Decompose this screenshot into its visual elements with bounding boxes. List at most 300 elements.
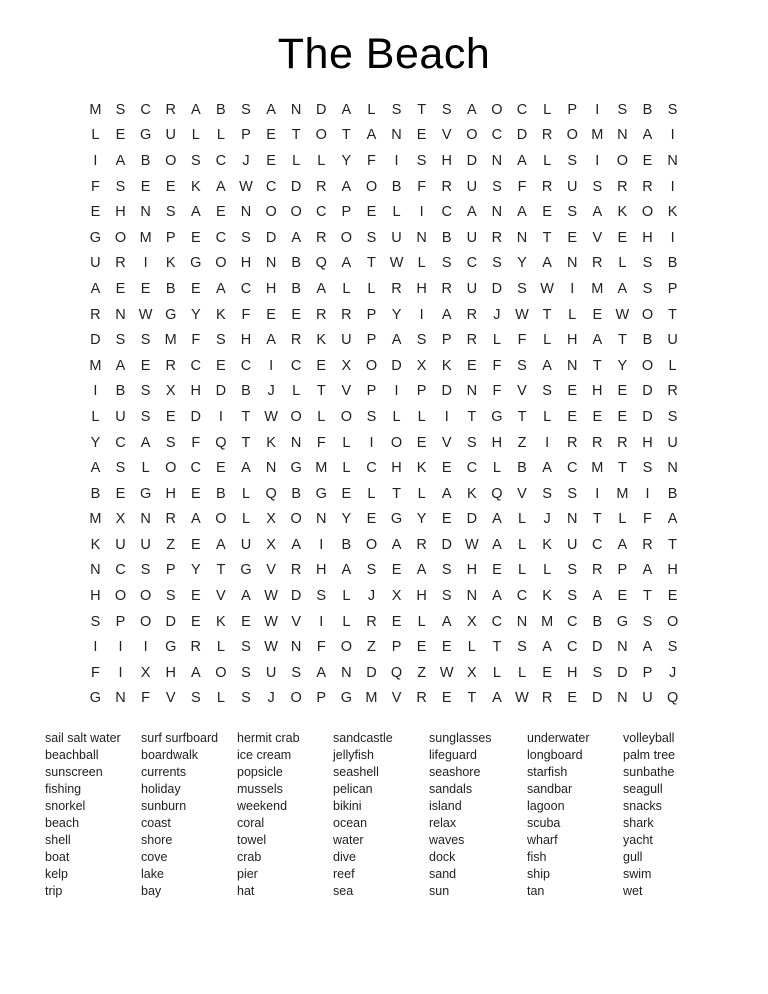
- grid-cell: R: [165, 357, 176, 374]
- grid-cell: D: [466, 152, 478, 169]
- grid-cell: H: [441, 152, 452, 169]
- grid-cell: M: [315, 460, 328, 477]
- grid-cell: B: [391, 178, 402, 195]
- grid-cell: T: [392, 485, 401, 502]
- grid-cell: N: [516, 613, 528, 630]
- grid-cell: N: [140, 204, 151, 221]
- word-list-item: crab: [237, 850, 262, 865]
- grid-cell: L: [342, 280, 351, 297]
- grid-cell: N: [617, 690, 628, 707]
- grid-cell: P: [416, 383, 427, 400]
- word-list-item: sandbar: [527, 782, 573, 797]
- grid-cell: T: [592, 511, 602, 528]
- grid-cell: R: [441, 178, 452, 195]
- grid-cell: K: [466, 485, 477, 502]
- grid-cell: I: [670, 178, 675, 195]
- word-list-item: pelican: [333, 782, 373, 797]
- grid-cell: A: [592, 332, 603, 349]
- grid-cell: F: [517, 178, 527, 195]
- grid-cell: E: [165, 408, 176, 425]
- grid-cell: Q: [666, 690, 679, 707]
- grid-cell: T: [668, 306, 677, 323]
- grid-cell: V: [165, 690, 176, 707]
- grid-cell: O: [165, 460, 177, 477]
- grid-cell: T: [617, 460, 627, 477]
- grid-cell: Q: [265, 485, 277, 502]
- grid-cell: T: [216, 562, 226, 579]
- word-list-item: lifeguard: [429, 748, 477, 763]
- grid-cell: O: [139, 613, 152, 630]
- grid-cell: R: [592, 562, 603, 579]
- grid-cell: L: [317, 152, 326, 169]
- grid-cell: J: [668, 664, 677, 681]
- grid-cell: E: [190, 613, 201, 630]
- grid-cell: A: [90, 280, 101, 297]
- grid-cell: D: [441, 536, 452, 553]
- grid-cell: O: [290, 511, 302, 528]
- grid-cell: V: [517, 485, 527, 502]
- grid-cell: O: [215, 511, 227, 528]
- grid-cell: R: [290, 332, 302, 349]
- grid-cell: E: [190, 588, 201, 605]
- grid-cell: O: [641, 357, 654, 374]
- grid-cell: D: [592, 690, 603, 707]
- grid-cell: S: [567, 152, 578, 169]
- grid-cell: L: [543, 101, 552, 118]
- grid-cell: N: [491, 152, 503, 169]
- grid-cell: P: [366, 306, 377, 323]
- grid-cell: B: [667, 485, 678, 502]
- grid-cell: I: [670, 127, 675, 144]
- grid-cell: C: [115, 562, 126, 579]
- word-list-item: jellyfish: [333, 748, 374, 763]
- word-list-item: snorkel: [45, 799, 86, 814]
- grid-cell: N: [566, 357, 578, 374]
- grid-cell: U: [667, 332, 678, 349]
- grid-cell: A: [216, 178, 226, 195]
- grid-cell: M: [89, 511, 102, 528]
- grid-cell: S: [567, 588, 578, 605]
- grid-cell: L: [91, 127, 100, 144]
- grid-cell: P: [241, 127, 251, 144]
- word-list-item: seashore: [429, 765, 481, 780]
- grid-cell: B: [165, 280, 176, 297]
- word-list-item: palm tree: [623, 748, 676, 763]
- grid-cell: E: [316, 357, 327, 374]
- grid-cell: N: [466, 383, 478, 400]
- grid-cell: I: [394, 383, 399, 400]
- grid-cell: I: [218, 408, 223, 425]
- grid-cell: R: [566, 434, 578, 451]
- grid-cell: E: [391, 613, 402, 630]
- grid-cell: S: [667, 639, 678, 656]
- word-list-item: gull: [623, 850, 643, 865]
- grid-cell: S: [366, 562, 377, 579]
- grid-cell: D: [491, 280, 503, 297]
- grid-cell: K: [165, 255, 176, 272]
- grid-cell: L: [91, 408, 100, 425]
- word-list-item: fishing: [45, 782, 82, 797]
- grid-cell: S: [517, 280, 527, 297]
- grid-cell: O: [666, 613, 679, 630]
- grid-cell: S: [441, 562, 452, 579]
- grid-cell: A: [492, 690, 502, 707]
- grid-cell: L: [216, 639, 225, 656]
- grid-cell: N: [667, 152, 678, 169]
- word-list-item: weekend: [237, 799, 288, 814]
- grid-cell: R: [416, 690, 427, 707]
- grid-cell: S: [241, 690, 251, 707]
- grid-cell: H: [265, 280, 277, 297]
- grid-cell: L: [543, 562, 552, 579]
- grid-cell: E: [341, 485, 352, 502]
- grid-cell: Q: [315, 255, 327, 272]
- grid-cell: A: [642, 127, 653, 144]
- grid-cell: R: [391, 280, 402, 297]
- grid-cell: W: [515, 306, 529, 323]
- grid-cell: A: [90, 460, 101, 477]
- grid-cell: E: [165, 178, 176, 195]
- grid-cell: F: [316, 639, 326, 656]
- grid-cell: S: [441, 101, 452, 118]
- grid-cell: N: [90, 562, 101, 579]
- grid-cell: R: [617, 178, 628, 195]
- grid-cell: U: [140, 536, 151, 553]
- grid-cell: E: [492, 562, 502, 579]
- grid-cell: X: [341, 357, 352, 374]
- grid-cell: E: [416, 639, 427, 656]
- word-list-item: ocean: [333, 816, 368, 831]
- grid-cell: R: [592, 434, 603, 451]
- grid-cell: W: [515, 690, 529, 707]
- grid-cell: F: [643, 511, 652, 528]
- grid-cell: G: [340, 690, 352, 707]
- grid-cell: S: [542, 383, 552, 400]
- word-list-item: lagoon: [527, 799, 565, 814]
- grid-cell: E: [266, 152, 276, 169]
- grid-cell: M: [365, 690, 378, 707]
- grid-cell: B: [216, 101, 226, 118]
- grid-cell: P: [366, 332, 377, 349]
- word-list-item: shell: [45, 833, 71, 848]
- grid-cell: Y: [391, 306, 402, 323]
- grid-cell: E: [617, 408, 628, 425]
- grid-cell: I: [419, 204, 424, 221]
- grid-cell: R: [341, 306, 352, 323]
- grid-cell: S: [517, 357, 527, 374]
- grid-cell: L: [517, 562, 527, 579]
- grid-cell: N: [265, 255, 277, 272]
- grid-cell: B: [291, 255, 301, 272]
- grid-cell: A: [517, 204, 527, 221]
- grid-cell: I: [319, 536, 324, 553]
- grid-cell: F: [367, 152, 376, 169]
- grid-cell: E: [416, 434, 427, 451]
- grid-cell: I: [118, 639, 123, 656]
- grid-cell: R: [316, 306, 327, 323]
- grid-cell: D: [190, 408, 202, 425]
- grid-cell: T: [241, 434, 251, 451]
- grid-cell: D: [516, 127, 528, 144]
- grid-cell: I: [545, 434, 550, 451]
- grid-cell: R: [366, 613, 377, 630]
- grid-cell: C: [140, 101, 151, 118]
- grid-cell: R: [642, 178, 653, 195]
- grid-cell: O: [114, 588, 127, 605]
- grid-cell: I: [118, 664, 123, 681]
- grid-cell: Y: [617, 357, 628, 374]
- grid-cell: X: [115, 511, 126, 528]
- grid-cell: P: [341, 204, 352, 221]
- grid-cell: L: [241, 511, 251, 528]
- grid-cell: H: [566, 664, 578, 681]
- grid-cell: C: [566, 613, 578, 630]
- grid-cell: O: [566, 127, 578, 144]
- word-list-item: dive: [333, 850, 356, 865]
- word-list-item: sandcastle: [333, 731, 393, 746]
- grid-cell: Y: [416, 511, 427, 528]
- grid-cell: A: [341, 178, 352, 195]
- grid-cell: L: [543, 408, 552, 425]
- grid-cell: P: [316, 690, 327, 707]
- grid-cell: Y: [341, 511, 352, 528]
- grid-cell: E: [617, 588, 628, 605]
- grid-cell: R: [491, 229, 503, 246]
- word-list-item: coast: [141, 816, 171, 831]
- grid-cell: F: [191, 434, 201, 451]
- grid-cell: E: [291, 306, 301, 323]
- grid-cell: R: [190, 639, 202, 656]
- word-list-item: yacht: [623, 833, 653, 848]
- grid-cell: D: [642, 408, 653, 425]
- word-list-item: dock: [429, 850, 456, 865]
- grid-cell: E: [592, 408, 603, 425]
- grid-cell: E: [617, 229, 628, 246]
- grid-cell: O: [290, 204, 302, 221]
- grid-cell: R: [541, 127, 553, 144]
- grid-cell: I: [444, 408, 449, 425]
- grid-cell: G: [139, 127, 152, 144]
- grid-cell: C: [240, 357, 252, 374]
- grid-cell: E: [441, 690, 452, 707]
- grid-cell: I: [570, 280, 575, 297]
- word-list-item: water: [333, 833, 364, 848]
- grid-cell: V: [441, 434, 452, 451]
- grid-cell: C: [265, 178, 277, 195]
- grid-cell: L: [668, 357, 677, 374]
- word-list-column: [429, 730, 527, 900]
- grid-cell: E: [441, 639, 452, 656]
- grid-cell: D: [290, 178, 302, 195]
- grid-cell: I: [93, 383, 98, 400]
- grid-cell: E: [190, 536, 201, 553]
- grid-cell: C: [215, 229, 227, 246]
- grid-cell: F: [417, 178, 427, 195]
- grid-cell: S: [140, 408, 151, 425]
- grid-cell: L: [367, 485, 376, 502]
- grid-cell: T: [592, 357, 602, 374]
- grid-cell: A: [617, 536, 628, 553]
- grid-cell: S: [190, 152, 201, 169]
- grid-cell: A: [341, 562, 352, 579]
- grid-cell: S: [492, 255, 502, 272]
- grid-cell: K: [216, 613, 226, 630]
- word-list-column: [333, 730, 429, 900]
- word-list-item: sand: [429, 867, 457, 882]
- grid-cell: X: [140, 664, 151, 681]
- grid-cell: I: [93, 152, 98, 169]
- grid-cell: Q: [215, 434, 227, 451]
- word-list-item: coral: [237, 816, 265, 831]
- grid-cell: O: [641, 204, 654, 221]
- word-list-item: seashell: [333, 765, 379, 780]
- grid-cell: R: [592, 255, 603, 272]
- grid-cell: O: [340, 229, 352, 246]
- grid-cell: T: [417, 101, 427, 118]
- word-list-item: island: [429, 799, 462, 814]
- grid-cell: L: [292, 152, 301, 169]
- grid-cell: S: [466, 434, 477, 451]
- grid-cell: I: [369, 434, 374, 451]
- grid-cell: O: [340, 408, 352, 425]
- grid-cell: S: [416, 332, 427, 349]
- grid-cell: L: [417, 408, 426, 425]
- grid-cell: A: [517, 152, 527, 169]
- grid-cell: W: [439, 664, 454, 681]
- grid-cell: S: [291, 664, 301, 681]
- grid-cell: E: [441, 460, 452, 477]
- grid-cell: S: [190, 690, 201, 707]
- grid-cell: F: [141, 690, 151, 707]
- grid-cell: A: [492, 588, 502, 605]
- grid-cell: R: [466, 332, 478, 349]
- grid-cell: S: [642, 613, 653, 630]
- grid-cell: B: [90, 485, 101, 502]
- grid-cell: M: [616, 485, 629, 502]
- grid-cell: O: [491, 101, 503, 118]
- grid-cell: R: [316, 178, 327, 195]
- grid-cell: G: [190, 255, 202, 272]
- word-list-item: longboard: [527, 748, 583, 763]
- word-list-item: starfish: [527, 765, 568, 780]
- grid-cell: C: [592, 536, 603, 553]
- grid-cell: M: [591, 127, 604, 144]
- grid-cell: H: [491, 434, 503, 451]
- grid-cell: E: [190, 485, 201, 502]
- grid-cell: T: [643, 588, 652, 605]
- grid-cell: K: [542, 536, 552, 553]
- grid-cell: C: [466, 255, 478, 272]
- grid-cell: E: [366, 511, 377, 528]
- grid-cell: U: [341, 332, 352, 349]
- grid-cell: A: [190, 664, 201, 681]
- grid-cell: O: [114, 229, 127, 246]
- grid-cell: D: [165, 613, 176, 630]
- grid-cell: S: [567, 204, 578, 221]
- grid-cell: W: [540, 280, 554, 297]
- grid-cell: S: [542, 485, 552, 502]
- grid-cell: B: [642, 332, 653, 349]
- grid-cell: C: [190, 460, 202, 477]
- grid-cell: B: [216, 485, 226, 502]
- grid-cell: U: [566, 178, 578, 195]
- grid-cell: L: [417, 613, 426, 630]
- grid-cell: A: [667, 511, 678, 528]
- grid-cell: S: [642, 460, 653, 477]
- grid-cell: L: [342, 460, 351, 477]
- grid-cell: L: [141, 460, 150, 477]
- word-list-item: seagull: [623, 782, 663, 797]
- grid-cell: N: [290, 434, 302, 451]
- grid-cell: I: [645, 485, 650, 502]
- grid-cell: E: [140, 178, 151, 195]
- grid-cell: L: [492, 664, 501, 681]
- grid-cell: H: [316, 562, 327, 579]
- grid-cell: I: [595, 152, 600, 169]
- grid-cell: Z: [517, 434, 527, 451]
- grid-cell: P: [165, 229, 176, 246]
- grid-cell: W: [389, 255, 404, 272]
- grid-cell: T: [241, 408, 251, 425]
- grid-cell: H: [165, 485, 176, 502]
- word-list-item: sandals: [429, 782, 473, 797]
- word-list-item: lake: [141, 867, 164, 882]
- grid-cell: T: [517, 408, 527, 425]
- grid-cell: P: [391, 639, 402, 656]
- grid-cell: N: [265, 460, 277, 477]
- grid-cell: J: [267, 383, 275, 400]
- grid-cell: D: [592, 639, 603, 656]
- grid-cell: D: [617, 664, 628, 681]
- grid-cell: H: [416, 280, 427, 297]
- grid-cell: A: [115, 152, 126, 169]
- word-list-item: reef: [333, 867, 355, 882]
- grid-cell: R: [441, 280, 452, 297]
- grid-cell: K: [316, 332, 327, 349]
- grid-cell: O: [139, 588, 152, 605]
- grid-cell: A: [391, 536, 402, 553]
- grid-cell: N: [566, 255, 578, 272]
- grid-cell: C: [316, 204, 327, 221]
- grid-cell: A: [592, 204, 603, 221]
- grid-cell: E: [216, 204, 226, 221]
- grid-cell: R: [541, 690, 553, 707]
- grid-cell: T: [542, 306, 552, 323]
- word-list-column: [141, 730, 237, 900]
- grid-cell: F: [517, 332, 527, 349]
- grid-cell: A: [542, 357, 552, 374]
- grid-cell: L: [492, 332, 501, 349]
- grid-cell: R: [290, 562, 302, 579]
- grid-cell: I: [419, 306, 424, 323]
- grid-cell: R: [642, 536, 653, 553]
- word-list-item: wet: [623, 884, 643, 899]
- grid-cell: O: [365, 536, 378, 553]
- grid-cell: O: [616, 152, 629, 169]
- grid-cell: X: [416, 357, 427, 374]
- grid-cell: E: [90, 204, 101, 221]
- grid-cell: L: [367, 280, 376, 297]
- word-list-item: cove: [141, 850, 168, 865]
- grid-cell: S: [216, 332, 226, 349]
- grid-cell: G: [616, 613, 629, 630]
- grid-cell: R: [667, 383, 678, 400]
- grid-cell: T: [316, 383, 326, 400]
- grid-cell: U: [466, 178, 478, 195]
- grid-cell: C: [215, 152, 227, 169]
- grid-cell: S: [165, 588, 176, 605]
- grid-cell: S: [642, 280, 653, 297]
